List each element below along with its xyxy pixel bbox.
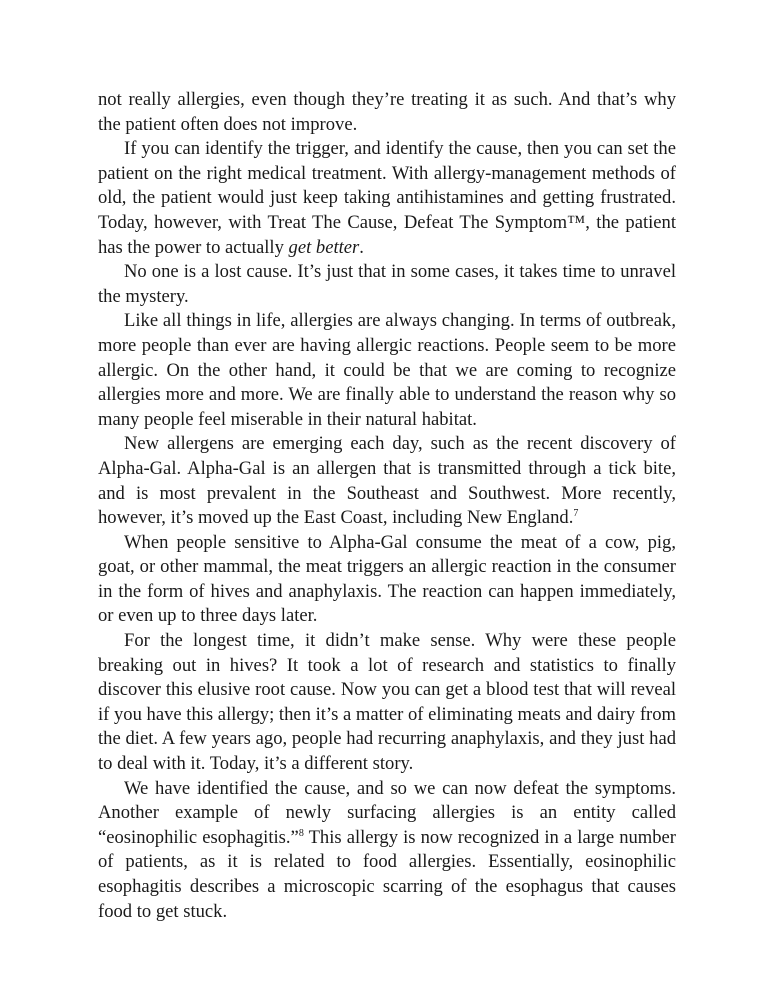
paragraph-6: [98, 531, 676, 629]
paragraph-7: [98, 629, 676, 777]
footnote-ref-7: 7: [573, 508, 579, 520]
page-body: [98, 88, 676, 924]
paragraph-5-text: New allergens are emerging each day, such as the recent discovery of Alpha-Gal. Alpha-Gal is an allergen that is transmitted through a tick bite, and is most prevalent in the Southeast and Southwest. More recently, however, it’s moved up the East Coast, including New England.: [98, 433, 676, 529]
paragraph-4-text: Like all things in life, allergies are always changing. In terms of outbreak, more people than ever are having allergic reactions. People seem to be more allergic. On the other hand, it could be that we are coming to recognize allergies more and more. We are finally able to understand the reason why so many people feel miserable in their natural habitat.: [98, 310, 676, 430]
paragraph-7-text: For the longest time, it didn’t make sense. Why were these people breaking out in hives? It took a lot of research and statistics to finally discover this elusive root cause. Now you can get a blood test that will reveal if you have this allergy; then it’s a matter of eliminating meats and dairy from the diet. A few years ago, people had recurring anaphylaxis, and they just had to deal with it. Today, it’s a different story.: [98, 630, 676, 775]
paragraph-2-text: If you can identify the trigger, and identify the cause, then you can set the patient on the right medical treatment. With allergy-management methods of old, the patient would just keep taking antihistamines and getting frustrated. Today, however, with Treat The Cause, Defeat The Symptom™, the patient has the power to actually: [98, 138, 676, 258]
paragraph-6-text: When people sensitive to Alpha-Gal consume the meat of a cow, pig, goat, or other mammal, the meat triggers an allergic reaction in the consumer in the form of hives and anaphylaxis. The reaction can happen immediately, or even up to three days later.: [98, 531, 676, 627]
paragraph-5: [98, 432, 676, 530]
paragraph-8-text: We have identified the cause, and so we can now defeat the symptoms. Another example of newly surfacing allergies is an entity called “eosinophilic esophagitis.”: [98, 777, 676, 848]
footnote-ref-8: 8: [298, 827, 304, 839]
emphasis-get-better: get better: [288, 236, 360, 258]
paragraph-1: [98, 88, 676, 137]
paragraph-2-end: .: [359, 236, 364, 258]
paragraph-4: [98, 309, 676, 432]
paragraph-8: [98, 777, 676, 925]
paragraph-1-text: not really allergies, even though they’re treating it as such. And that’s why the patient often does not improve.: [98, 89, 676, 135]
paragraph-3-text: No one is a lost cause. It’s just that in some cases, it takes time to unravel the mystery.: [98, 261, 676, 307]
paragraph-3: [98, 260, 676, 309]
paragraph-8-end: This allergy is now recognized in a large number of patients, as it is related to food allergies. Essentially, eosinophilic esophagitis describes a microscopic scarring of the esophagus that causes food to get stuck.: [98, 826, 676, 922]
paragraph-2: [98, 137, 676, 260]
